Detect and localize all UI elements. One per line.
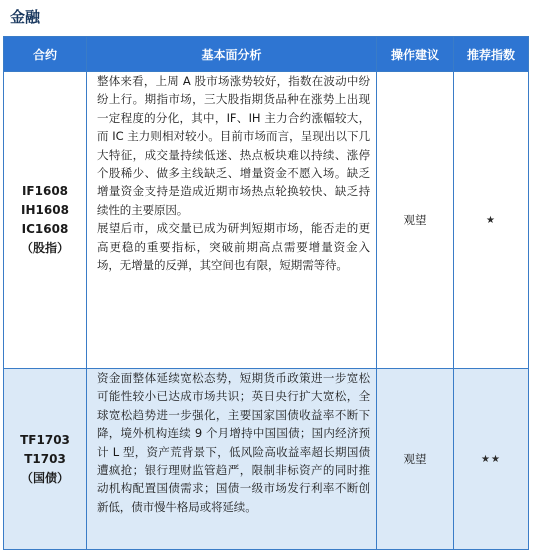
analysis-cell	[87, 72, 377, 369]
header-rating: 推荐指数	[454, 37, 529, 72]
analysis-paragraph: 展望后市，成交量已成为研判短期市场，能否走的更高更稳的重要指标，突破前期高点需要增量资金入场，无增量的反弹，其空间也有限，短期需等待。	[97, 221, 370, 273]
contract-line: IH1608	[21, 203, 69, 217]
header-advice: 操作建议	[377, 37, 454, 72]
contract-category: （国债）	[20, 470, 69, 485]
contract-cell	[4, 369, 87, 550]
rating-stars: ★	[454, 72, 529, 369]
header-analysis: 基本面分析	[87, 37, 377, 72]
header-contract: 合约	[4, 37, 87, 72]
advice-cell: 观望	[377, 72, 454, 369]
contract-line: IC1608	[21, 222, 69, 236]
contract-cell	[4, 72, 87, 369]
section-title: 金融	[10, 8, 41, 26]
table-header-row	[4, 37, 529, 72]
contract-line: IF1608	[21, 184, 69, 198]
contract-line: TF1703	[20, 432, 70, 447]
contract-line: T1703	[24, 451, 66, 466]
table-row	[4, 72, 529, 369]
contract-category: （股指）	[20, 241, 69, 255]
rating-stars: ★★	[454, 369, 529, 550]
analysis-table	[3, 36, 529, 550]
analysis-paragraph: 整体来看，上周 A 股市场涨势较好，指数在波动中纷纷上行。期指市场，三大股指期货品种在涨势上出现一定程度的分化，其中，IF、IH 主力合约涨幅较大，而 IC 主力则相对较小。目前市场而言，呈现出以下几大特征，成交量持续低迷、热点板块难以持续、涨停个股稀少、做多主线缺乏、增量资金不愿入场。缺乏增量资金支持是造成近期市场热点轮换较快、缺乏持续性的主要原因。	[97, 74, 370, 217]
advice-cell: 观望	[377, 369, 454, 550]
analysis-cell	[87, 369, 377, 550]
analysis-paragraph: 资金面整体延续宽松态势，短期货币政策进一步宽松可能性较小已达成市场共识；英日央行扩大宽松，全球宽松趋势进一步强化，主要国家国债收益率不断下降，境外机构连续 9 个月增持中国国债；国内经济预计 L 型，资产荒背景下，低风险高收益率超长期国债遭疯抢；银行理财监管趋严，限制非标资产的同时推动机构配置国债需求；国债一级市场发行利率不断创新低，债市慢牛格局或将延续。	[97, 371, 370, 514]
table-row	[4, 369, 529, 550]
